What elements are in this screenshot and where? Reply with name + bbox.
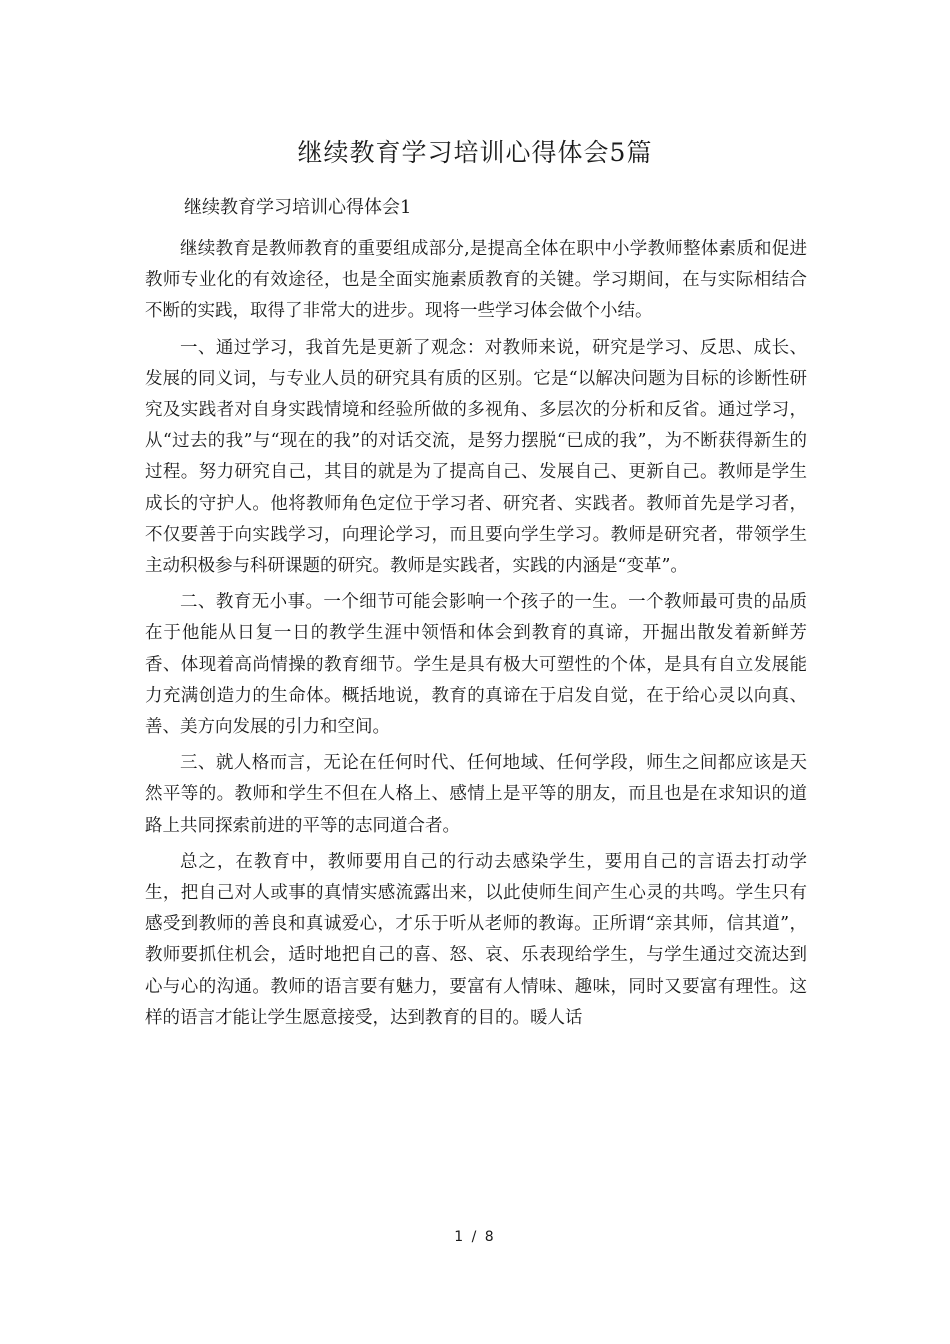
paragraph-summary: 总之，在教育中，教师要用自己的行动去感染学生，要用自己的言语去打动学生，把自己对人或事的真情实感流露出来，以此使师生间产生心灵的共鸣。学生只有感受到教师的善良和真诚爱心，才乐于听从老师的教诲。正所谓“亲其师，信其道”，教师要抓住机会，适时地把自己的喜、怒、哀、乐表现给学生，与学生通过交流达到心与心的沟通。教师的语言要有魅力，要富有人情味、趣味，同时又要富有理性。这样的语言才能让学生愿意接受，达到教育的目的。暖人话 — [145, 851, 807, 1028]
paragraph-point-three: 三、就人格而言，无论在任何时代、任何地域、任何学段，师生之间都应该是天然平等的。教师和学生不但在人格上、感情上是平等的朋友，而且也是在求知识的道路上共同探索前进的平等的志同道合者。 — [145, 753, 807, 836]
paragraph-intro: 继续教育是教师教育的重要组成部分,是提高全体在职中小学教师整体素质和促进教师专业化的有效途径，也是全面实施素质教育的关键。学习期间，在与实际相结合不断的实践，取得了非常大的进步。现将一些学习体会做个小结。 — [145, 239, 807, 322]
page-indicator: 1 / 8 — [454, 1229, 496, 1245]
paragraph-point-two: 二、教育无小事。一个细节可能会影响一个孩子的一生。一个教师最可贵的品质在于他能从日复一日的教学生涯中领悟和体会到教育的真谛，开掘出散发着新鲜芳香、体现着高尚情操的教育细节。学生是具有极大可塑性的个体，是具有自立发展能力充满创造力的生命体。概括地说，教育的真谛在于启发自觉，在于给心灵以向真、善、美方向发展的引力和空间。 — [145, 592, 807, 738]
paragraph-point-one: 一、通过学习，我首先是更新了观念：对教师来说，研究是学习、反思、成长、发展的同义词，与专业人员的研究具有质的区别。它是“以解决问题为目标的诊断性研究及实践者对自身实践情境和经验所做的多视角、多层次的分析和反省。通过学习，从“过去的我”与“现在的我”的对话交流，是努力摆脱“已成的我”，为不断获得新生的过程。努力研究自己，其目的就是为了提高自己、发展自己、更新自己。教师是学生成长的守护人。他将教师角色定位于学习者、研究者、实践者。教师首先是学习者，不仅要善于向实践学习，向理论学习，而且要向学生学习。教师是研究者，带领学生主动积极参与科研课题的研究。教师是实践者，实践的内涵是“变革”。 — [145, 337, 807, 577]
section-heading: 继续教育学习培训心得体会1 — [184, 197, 412, 218]
document-body — [145, 234, 807, 1039]
document-title: 继续教育学习培训心得体会5篇 — [297, 138, 653, 167]
